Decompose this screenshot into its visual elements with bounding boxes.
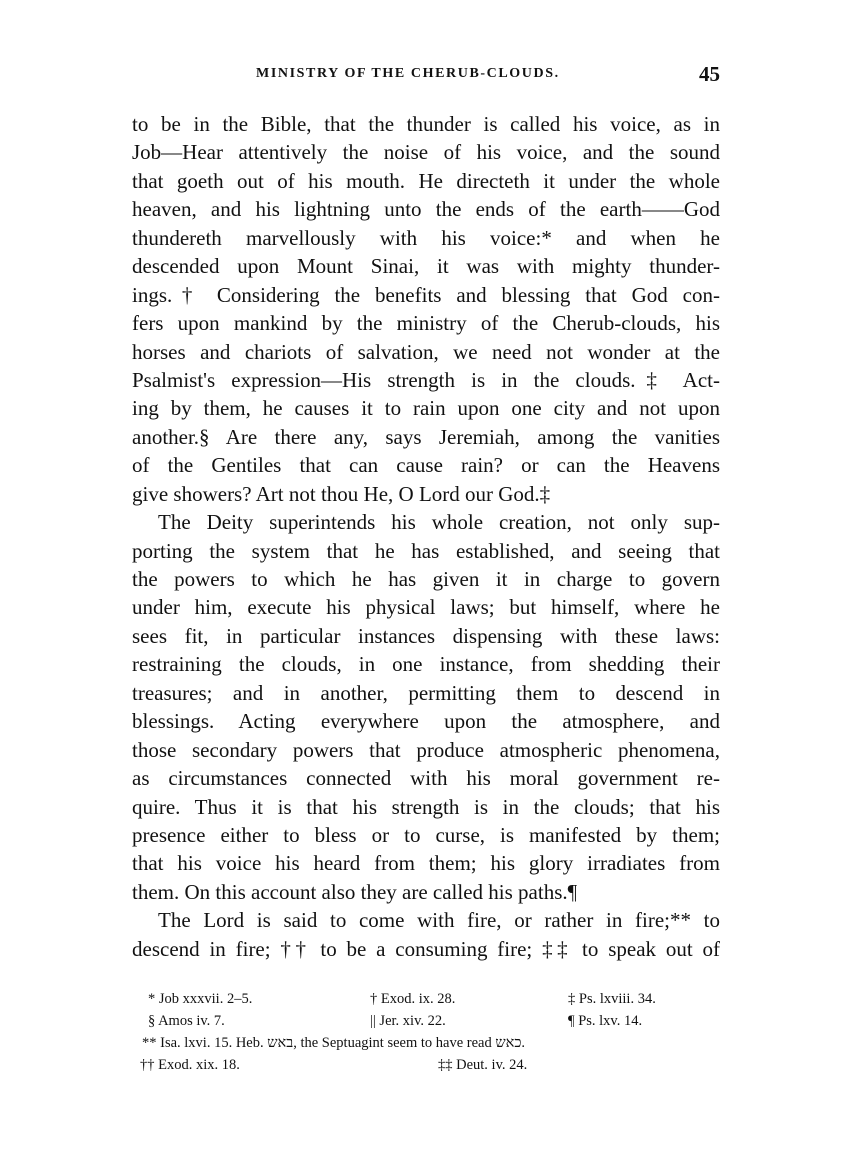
page-header — [132, 62, 720, 90]
paragraph-start-line: The Deity superintends his whole creation, not only sup- — [158, 510, 720, 535]
text-line: horses and chariots of salvation, we need not wonder at the — [132, 339, 720, 364]
footnote: ‡‡ Deut. iv. 24. — [438, 1057, 528, 1073]
footnote-row — [132, 1032, 720, 1054]
page-number: 45 — [699, 62, 720, 86]
footnote: † Exod. ix. 28. — [370, 991, 456, 1007]
text-line: under him, execute his physical laws; but himself, where he — [132, 595, 720, 620]
text-line: ings.† Considering the benefits and blessing that God con- — [132, 282, 720, 307]
text-line: descend in fire; †† to be a consuming fire; ‡‡ to speak out of — [132, 936, 720, 961]
text-line: another.§ Are there any, says Jeremiah, among the vanities — [132, 424, 720, 449]
text-line: the powers to which he has given it in charge to govern — [132, 567, 720, 591]
text-line: of the Gentiles that can cause rain? or can the Heavens — [132, 453, 720, 478]
text-line: porting the system that he has established, and seeing that — [132, 538, 720, 563]
footnote-row — [132, 1010, 720, 1032]
footnote: || Jer. xiv. 22. — [370, 1013, 446, 1029]
text-line: heaven, and his lightning unto the ends of the earth——God — [132, 197, 720, 222]
footnote: ** Isa. lxvi. 15. Heb. באש, the Septuagint seem to have read כאש. — [142, 1035, 526, 1051]
text-line: presence either to bless or to curse, is manifested by them; — [132, 822, 720, 847]
text-line: fers upon mankind by the ministry of the Cherub-clouds, his — [132, 311, 720, 336]
footnotes — [132, 988, 720, 1076]
text-line: thundereth marvellously with his voice:* and when he — [132, 225, 720, 250]
footnote: ¶ Ps. lxv. 14. — [568, 1013, 643, 1029]
footnote: § Amos iv. 7. — [148, 1013, 225, 1029]
text-line: that his voice his heard from them; his glory irradiates from — [132, 851, 720, 876]
text-line: restraining the clouds, in one instance, from shedding their — [132, 652, 720, 677]
text-line: those secondary powers that produce atmospheric phenomena, — [132, 737, 720, 762]
text-line: descended upon Mount Sinai, it was with mighty thunder- — [132, 254, 720, 279]
running-head: MINISTRY OF THE CHERUB-CLOUDS. — [256, 66, 560, 81]
text-line: blessings. Acting everywhere upon the atmosphere, and — [132, 709, 720, 734]
text-line: give showers? Art not thou He, O Lord our God.‡ — [132, 481, 551, 506]
text-line: sees fit, in particular instances dispensing with these laws: — [132, 623, 720, 648]
footnote-row — [132, 988, 720, 1010]
text-line: Psalmist's expression—His strength is in the clouds.‡ Act- — [132, 367, 720, 392]
footnote: * Job xxxvii. 2–5. — [148, 991, 253, 1007]
paragraph-start-line: The Lord is said to come with fire, or rather in fire;** to — [158, 908, 720, 933]
text-line: Job—Hear attentively the noise of his voice, and the sound — [132, 140, 720, 165]
body-text — [132, 110, 720, 963]
text-line: as circumstances connected with his moral government re- — [132, 766, 720, 791]
text-line: to be in the Bible, that the thunder is called his voice, as in — [132, 112, 720, 136]
text-line: ing by them, he causes it to rain upon one city and not upon — [132, 396, 720, 421]
text-line: treasures; and in another, permitting them to descend in — [132, 680, 720, 705]
footnote: †† Exod. xix. 18. — [140, 1057, 240, 1073]
text-line: quire. Thus it is that his strength is in the clouds; that his — [132, 794, 720, 819]
footnote: ‡ Ps. lxviii. 34. — [568, 991, 656, 1007]
footnote-row — [132, 1054, 720, 1076]
text-line: them. On this account also they are called his paths.¶ — [132, 879, 578, 904]
text-line: that goeth out of his mouth. He directeth it under the whole — [132, 168, 720, 193]
